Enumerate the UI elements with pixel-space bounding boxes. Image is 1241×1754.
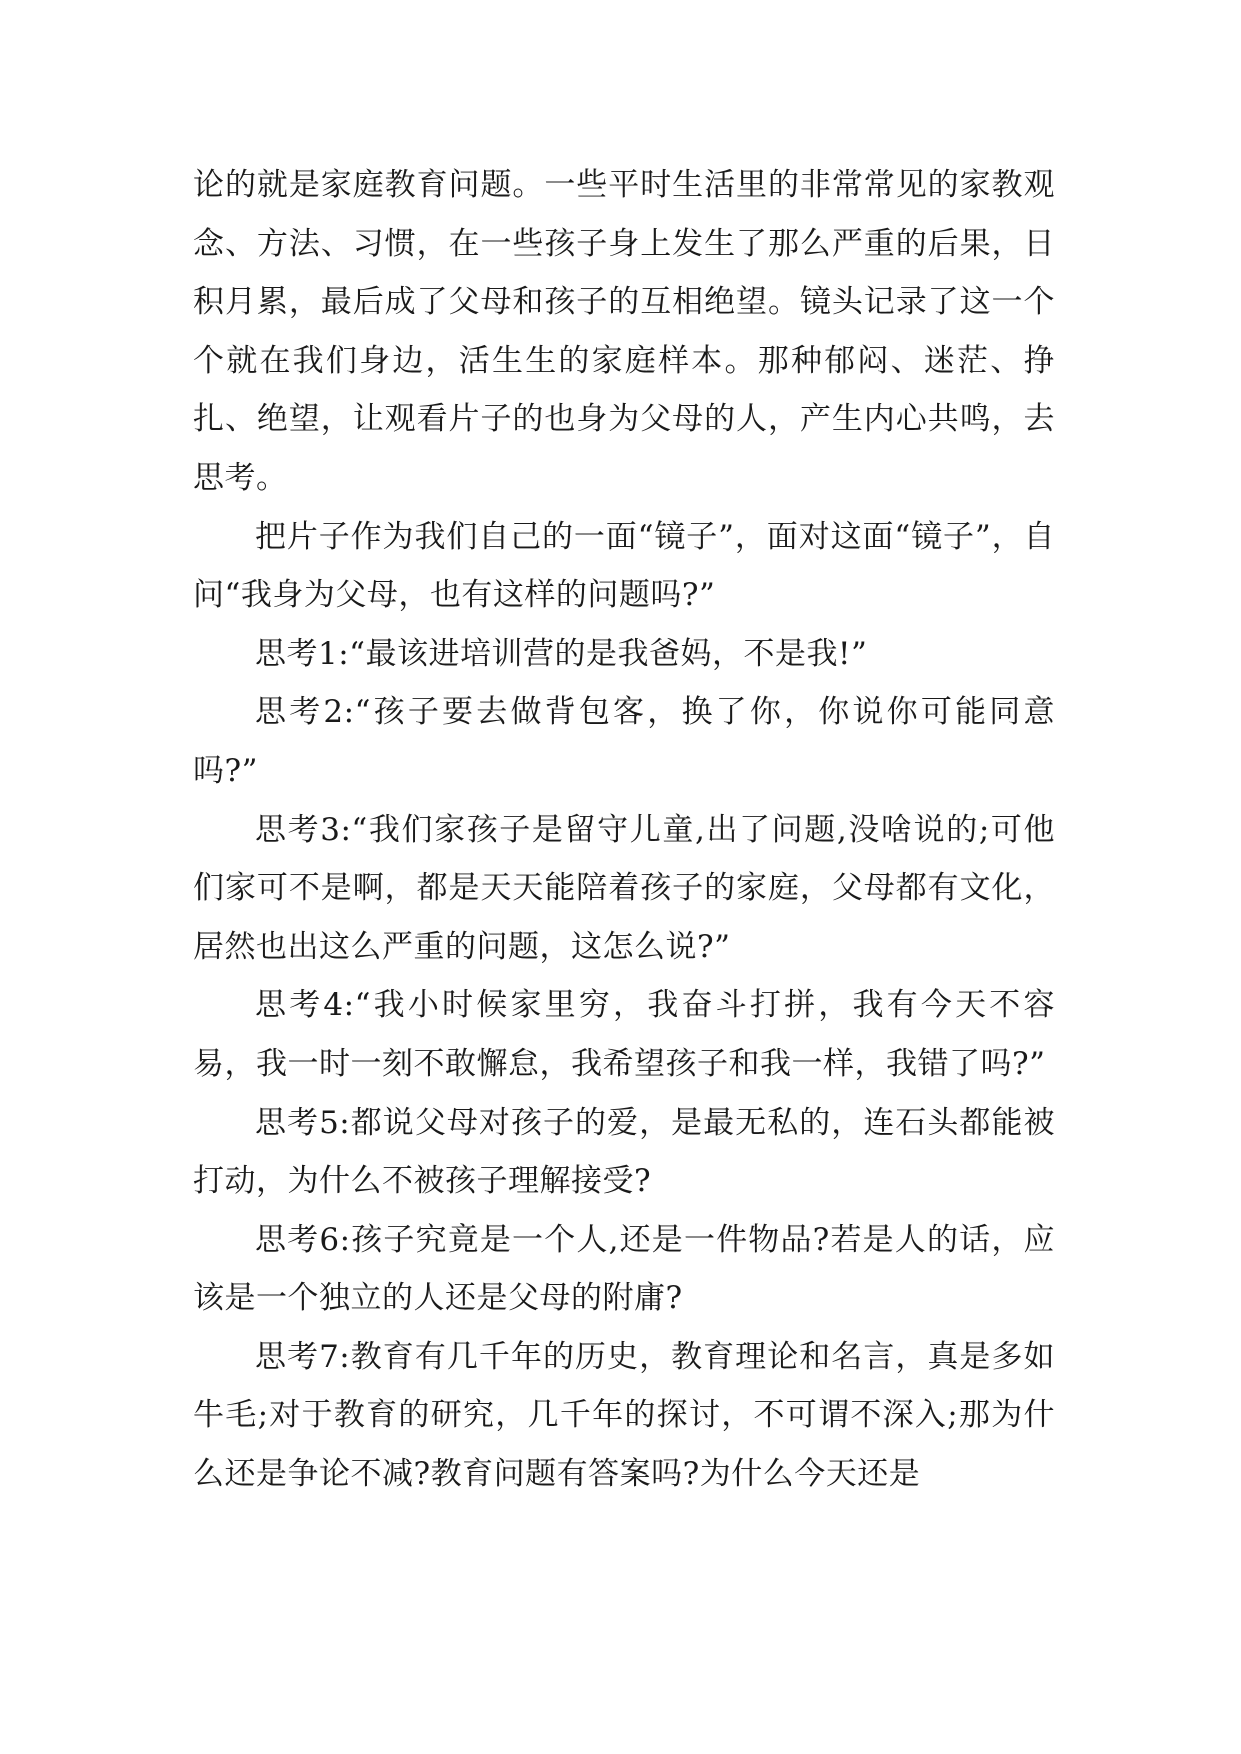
paragraph-thought-2: 思考2:“孩子要去做背包客，换了你，你说你可能同意吗?” <box>193 694 1055 789</box>
paragraph-thought-4: 思考4:“我小时候家里穷，我奋斗打拼，我有今天不容易，我一时一刻不敢懈怠，我希望孩子和我一样，我错了吗?” <box>193 987 1055 1082</box>
paragraph-thought-7: 思考7:教育有几千年的历史，教育理论和名言，真是多如牛毛;对于教育的研究，几千年的探讨，不可谓不深入;那为什么还是争论不减?教育问题有答案吗?为什么今天还是 <box>193 1338 1055 1493</box>
paragraph-thought-5: 思考5:都说父母对孩子的爱，是最无私的，连石头都能被打动，为什么不被孩子理解接受? <box>193 1104 1055 1200</box>
paragraph-mirror: 把片子作为我们自己的一面“镜子”，面对这面“镜子”，自问“我身为父母，也有这样的问题吗?” <box>193 518 1055 614</box>
paragraph-continuation: 论的就是家庭教育问题。一些平时生活里的非常常见的家教观念、方法、习惯，在一些孩子身上发生了那么严重的后果，日积月累，最后成了父母和孩子的互相绝望。镜头记录了这一个个就在我们身边，活生生的家庭样本。那种郁闷、迷茫、挣扎、绝望，让观看片子的也身为父母的人，产生内心共鸣，去思考。 <box>193 167 1055 496</box>
paragraph-thought-1: 思考1:“最该进培训营的是我爸妈，不是我!” <box>255 635 868 672</box>
paragraph-thought-3: 思考3:“我们家孩子是留守儿童,出了问题,没啥说的;可他们家可不是啊，都是天天能陪着孩子的家庭，父母都有文化，居然也出这么严重的问题，这怎么说?” <box>193 811 1055 965</box>
document-body <box>193 156 1055 1504</box>
paragraph-thought-6: 思考6:孩子究竟是一个人,还是一件物品?若是人的话，应该是一个独立的人还是父母的附庸? <box>193 1221 1055 1317</box>
